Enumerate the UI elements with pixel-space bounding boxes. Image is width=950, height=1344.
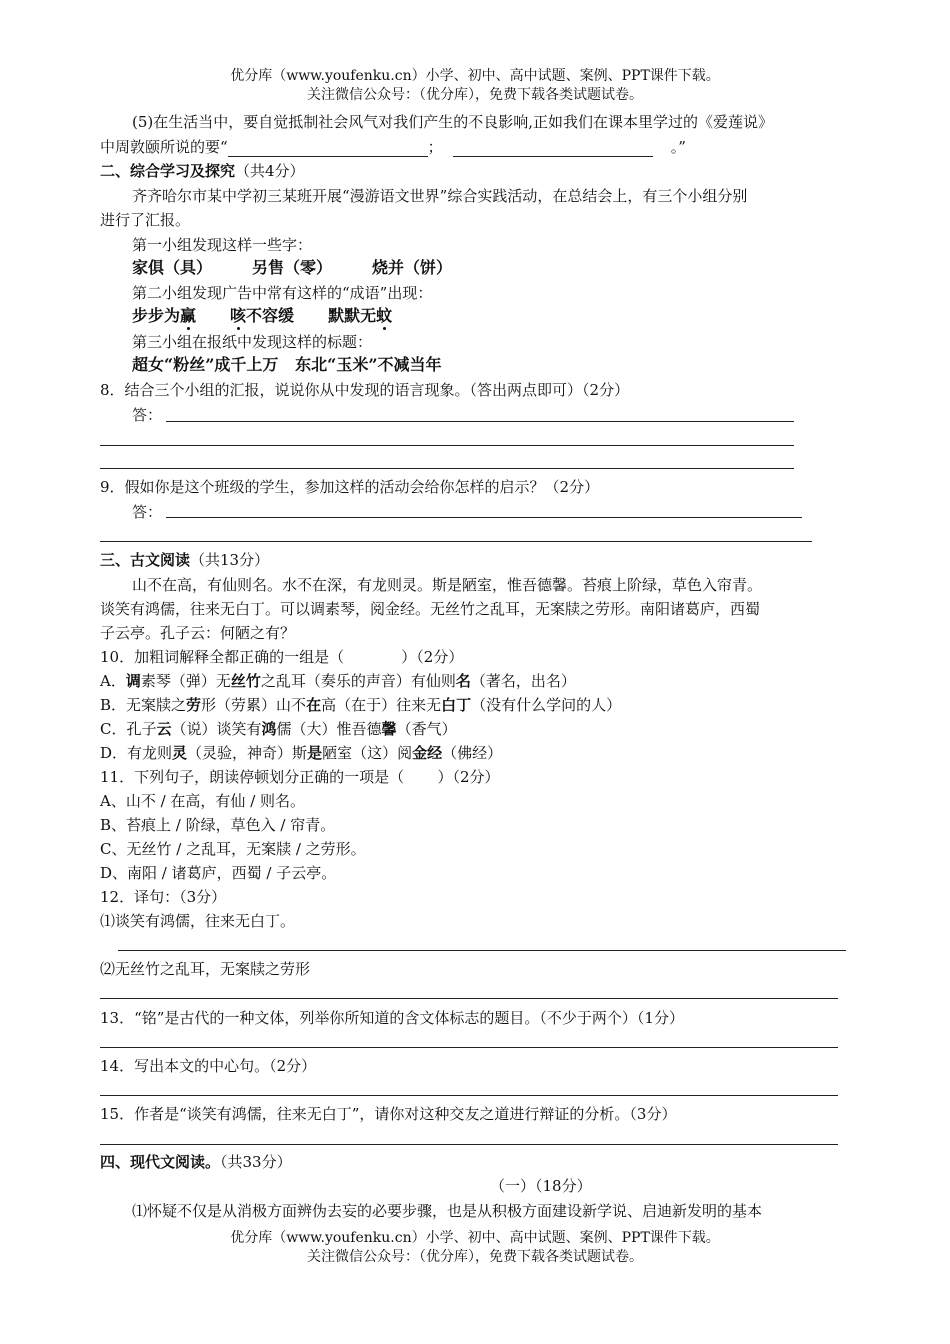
option-text: C．孔子 (100, 720, 157, 738)
answer-label: 答： (132, 406, 163, 424)
group-2-item: 步步为赢 (132, 306, 197, 325)
option-text: 之乱耳（奏乐的声音）有仙则 (260, 672, 456, 690)
q10-option-b (100, 695, 621, 715)
answer-label: 答： (132, 503, 163, 521)
group-1-intro: 第一小组发现这样一些字： (132, 236, 313, 254)
group-1-item: 家俱（具） (132, 258, 213, 277)
section-2-intro-2: 进行了汇报。 (100, 211, 191, 229)
bold-term: 金经 (412, 744, 443, 762)
option-text: （著名，出名） (470, 672, 576, 690)
question-10: 10．加粗词解释全都正确的一组是（ ）（2分） (100, 648, 464, 666)
classical-text-line-1: 山不在高，有仙则名。水不在深，有龙则灵。斯是陋室，惟吾德馨。苔痕上阶绿，草色入帘青。 (132, 576, 763, 594)
option-text: B．无案牍之 (100, 696, 187, 714)
header-line-2: 关注微信公众号：（优分库），免费下载各类试题试卷。 (307, 87, 643, 103)
answer-line[interactable] (100, 1095, 838, 1096)
q11-option-b: B、苔痕上 / 阶绿，草色入 / 帘青。 (100, 816, 336, 834)
section-2-heading: 二、综合学习及探究（共4分） (100, 162, 305, 180)
option-text: （灵验，神奇）斯 (187, 744, 308, 762)
q11-option-c: C、无丝竹 / 之乱耳，无案牍 / 之劳形。 (100, 840, 366, 858)
modern-text-paragraph-1: ⑴怀疑不仅是从消极方面辨伪去妄的必要步骤，也是从积极方面建设新学说、启迪新发明的基本 (132, 1202, 763, 1220)
option-text: 高（在于）往来无 (321, 696, 442, 714)
footer-line-1: 优分库（www.youfenku.cn）小学、初中、高中试题、案例、PPT课件下载。 (230, 1230, 720, 1246)
q11-option-d: D、南阳 / 诸葛庐，西蜀 / 子云亭。 (100, 864, 337, 882)
section-3-heading: 三、古文阅读（共13分） (100, 551, 270, 569)
q12-sentence-1: ⑴谈笑有鸿儒，往来无白丁。 (100, 912, 296, 930)
option-text: 形（劳累）山不 (201, 696, 307, 714)
option-text: 素琴（弹）无 (140, 672, 231, 690)
option-text: D．有龙则 (100, 744, 173, 762)
answer-line[interactable] (100, 445, 794, 446)
q5-line-1: (5)在生活当中，要自觉抵制社会风气对我们产生的不良影响,正如我们在课本里学过的《爱莲说》 (132, 113, 774, 131)
footer-line-2: 关注微信公众号：（优分库），免费下载各类试题试卷。 (307, 1249, 643, 1265)
option-text: （香气） (396, 720, 457, 738)
group-2-items (132, 306, 392, 326)
classical-text-line-3: 子云亭。孔子云：何陋之有？ (100, 624, 296, 642)
option-text: （没有什么学问的人） (471, 696, 622, 714)
option-text: 陋室（这）阅 (322, 744, 413, 762)
option-text: A． (100, 672, 126, 690)
question-8: 8．结合三个小组的汇报，说说你从中发现的语言现象。（答出两点即可）（2分） (100, 381, 630, 399)
q11-option-a: A、山不 / 在高，有仙 / 则名。 (100, 792, 306, 810)
group-2-intro: 第二小组发现广告中常有这样的“成语”出现： (132, 284, 433, 302)
classical-text-line-2: 谈笑有鸿儒，往来无白丁。可以调素琴，阅金经。无丝竹之乱耳，无案牍之劳形。南阳诸葛庐，西蜀 (100, 600, 761, 618)
question-15: 15．作者是“谈笑有鸿儒，往来无白丁”，请你对这种交友之道进行辩证的分析。（3分） (100, 1105, 677, 1123)
bold-term: 名 (455, 672, 471, 690)
q10-option-a (100, 671, 576, 691)
bold-term: 灵 (172, 744, 188, 762)
group-3-headlines: 超女“粉丝”成千上万 东北“玉米”不减当年 (132, 355, 442, 374)
section-4-subheading: （一）（18分） (490, 1177, 592, 1195)
option-text: （佛经） (442, 744, 503, 762)
group-1-item: 烧并（饼） (372, 258, 453, 277)
option-text: （说）谈笑有 (171, 720, 262, 738)
answer-line[interactable] (100, 1144, 838, 1145)
header-line-1: 优分库（www.youfenku.cn）小学、初中、高中试题、案例、PPT课件下载。 (230, 68, 720, 84)
answer-line[interactable] (118, 950, 846, 951)
question-11: 11．下列句子，朗读停顿划分正确的一项是（ ）（2分） (100, 768, 500, 786)
answer-blank-1[interactable] (228, 140, 428, 157)
bold-term: 在 (306, 696, 322, 714)
answer-line[interactable] (166, 421, 794, 422)
q12-sentence-2: ⑵无丝竹之乱耳，无案牍之劳形 (100, 960, 311, 978)
bold-term: 调 (125, 672, 141, 690)
answer-line[interactable] (100, 541, 812, 542)
bold-term: 白丁 (441, 696, 472, 714)
group-1-item: 另售（零） (252, 258, 333, 277)
answer-line[interactable] (100, 468, 794, 469)
bold-term: 劳 (186, 696, 202, 714)
question-14: 14．写出本文的中心句。（2分） (100, 1057, 317, 1075)
group-1-items (132, 258, 452, 278)
section-4-heading: 四、现代文阅读。（共33分） (100, 1153, 292, 1171)
answer-line[interactable] (166, 517, 802, 518)
bold-term: 丝竹 (230, 672, 261, 690)
group-2-item: 咳不容缓 (230, 306, 295, 325)
answer-line[interactable] (100, 1047, 838, 1048)
bold-term: 鸿 (261, 720, 277, 738)
option-text: 儒（大）惟吾德 (276, 720, 382, 738)
bold-term: 馨 (381, 720, 397, 738)
group-2-item: 默默无蚊 (328, 306, 393, 325)
group-3-intro: 第三小组在报纸中发现这样的标题： (132, 333, 373, 351)
question-12: 12．译句：（3分） (100, 888, 227, 906)
q10-option-d (100, 743, 502, 763)
bold-term: 云 (156, 720, 172, 738)
section-2-intro-1: 齐齐哈尔市某中学初三某班开展“漫游语文世界”综合实践活动，在总结会上，有三个小组分别 (132, 187, 748, 205)
question-9: 9．假如你是这个班级的学生，参加这样的活动会给你怎样的启示？（2分） (100, 478, 600, 496)
q10-option-c (100, 719, 457, 739)
bold-term: 是 (307, 744, 323, 762)
answer-blank-2[interactable] (453, 140, 653, 157)
answer-line[interactable] (100, 998, 838, 999)
question-13: 13．“铭”是古代的一种文体，列举你所知道的含文体标志的题目。（不少于两个）（1分） (100, 1009, 684, 1027)
q5-line-2: 中周敦颐所说的要“ ； 。” (100, 138, 686, 156)
